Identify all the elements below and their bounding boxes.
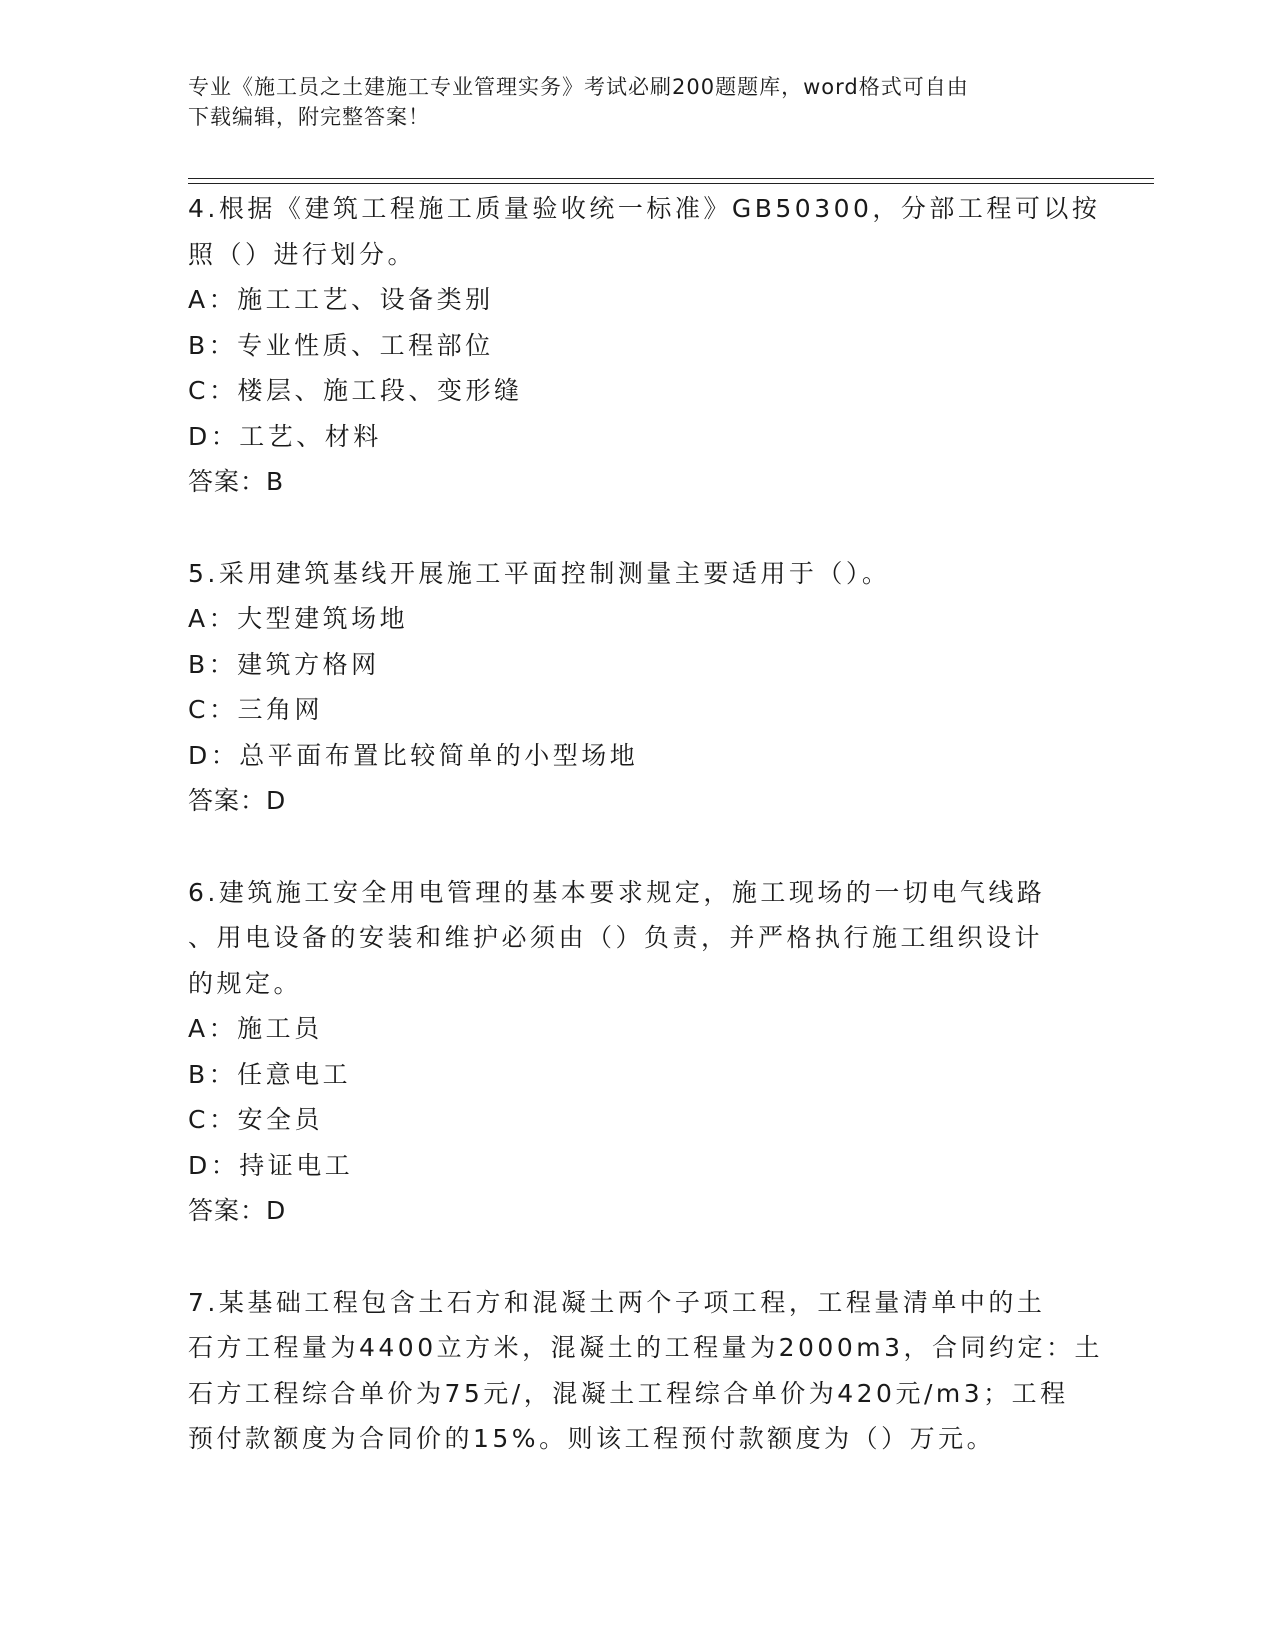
header-divider — [188, 178, 1154, 184]
question-stem-line: 照（）进行划分。 — [188, 239, 417, 269]
question-block — [188, 186, 1101, 505]
answer-key: 答案：D — [188, 786, 287, 815]
question-block — [188, 870, 1088, 1234]
header-line-1: 专业《施工员之土建施工专业管理实务》考试必刷200题题库，word格式可自由 — [188, 75, 969, 99]
document-header — [188, 72, 1068, 132]
answer-option: B：专业性质、工程部位 — [188, 330, 494, 360]
question-stem-line: 4.根据《建筑工程施工质量验收统一标准》GB50300，分部工程可以按 — [188, 194, 1101, 223]
answer-option: C：三角网 — [188, 695, 323, 724]
question-stem-line: 石方工程量为4400立方米，混凝土的工程量为2000m3，合同约定：土 — [188, 1333, 1104, 1362]
question-block — [188, 1280, 1104, 1462]
answer-option: A：施工工艺、设备类别 — [188, 285, 494, 314]
answer-option: A：施工员 — [188, 1014, 323, 1043]
question-stem-line: 5.采用建筑基线开展施工平面控制测量主要适用于（）。 — [188, 558, 891, 588]
question-stem-line: 6.建筑施工安全用电管理的基本要求规定，施工现场的一切电气线路 — [188, 877, 1046, 907]
question-list — [188, 186, 1104, 1508]
answer-option: D：持证电工 — [188, 1150, 354, 1180]
answer-option: D：工艺、材料 — [188, 421, 382, 451]
answer-key: 答案：D — [188, 1196, 287, 1225]
answer-option: C：楼层、施工段、变形缝 — [188, 376, 523, 405]
question-stem-line: 、用电设备的安装和维护必须由（）负责，并严格执行施工组织设计 — [188, 923, 1044, 952]
answer-option: B：建筑方格网 — [188, 649, 380, 679]
header-line-2: 下载编辑，附完整答案！ — [188, 105, 430, 129]
answer-option: C：安全员 — [188, 1105, 323, 1134]
answer-option: D：总平面布置比较简单的小型场地 — [188, 740, 639, 770]
question-stem-line: 的规定。 — [188, 968, 303, 998]
answer-option: A：大型建筑场地 — [188, 604, 409, 633]
question-stem-line: 预付款额度为合同价的15%。则该工程预付款额度为（）万元。 — [188, 1424, 996, 1453]
question-stem-line: 石方工程综合单价为75元/，混凝土工程综合单价为420元/m3；工程 — [188, 1378, 1069, 1408]
answer-option: B：任意电工 — [188, 1059, 352, 1089]
answer-key: 答案：B — [188, 467, 285, 496]
question-stem-line: 7.某基础工程包含土石方和混凝土两个子项工程，工程量清单中的土 — [188, 1287, 1046, 1317]
question-block — [188, 551, 1088, 824]
